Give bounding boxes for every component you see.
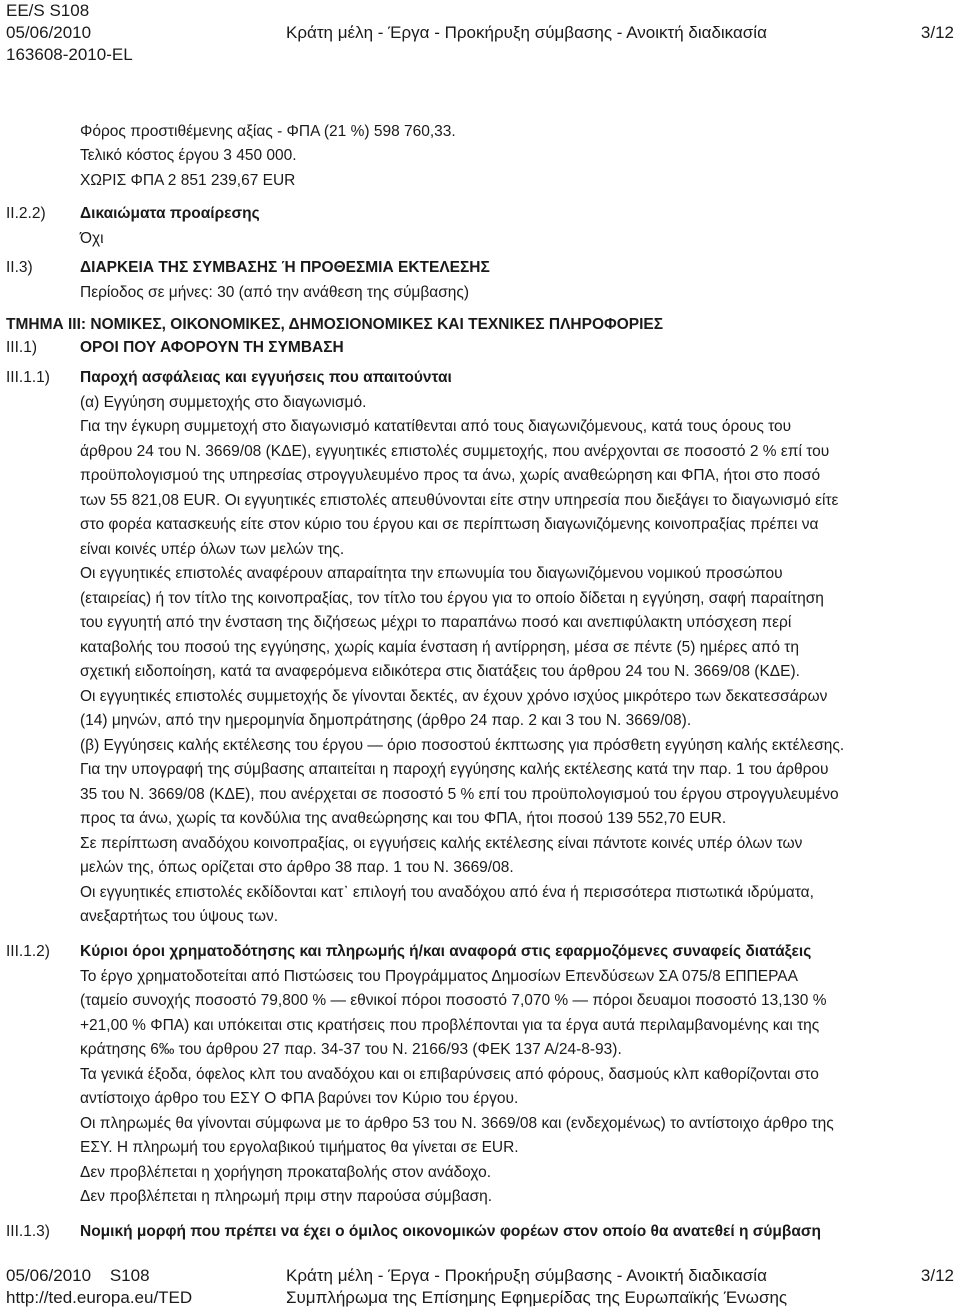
footer-title: Κράτη μέλη - Έργα - Προκήρυξη σύμβασης - Ανοικτή διαδικασία (286, 1266, 767, 1285)
section-value: Περίοδος σε μήνες: 30 (από την ανάθεση της σύμβασης) (80, 284, 470, 301)
paragraph-line: μελών της, όπως ορίζεται στο άρθρο 38 παρ. 1 του Ν. 3669/08. (80, 859, 514, 876)
header-date: 05/06/2010 (6, 23, 92, 42)
footer-page-number: 3/12 (920, 1266, 954, 1285)
paragraph-line: στο φορέα κατασκευής είτε στον κύριο του έργου και σε περίπτωση διαγωνιζόμενης κοινοπραξίας πρέπει να (80, 516, 819, 533)
paragraph-line: (β) Εγγύησεις καλής εκτέλεσης του έργου — όριο ποσοστού έκπτωσης για πρόσθετη εγγύηση καλής εκτέλεσης. (80, 737, 845, 754)
section-number: III.1.3) (6, 1223, 50, 1240)
footer-subtitle: Συμπλήρωμα της Επίσημης Εφημερίδας της Ευρωπαϊκής Ένωσης (286, 1288, 788, 1307)
paragraph-line: των 55 821,08 EUR. Οι εγγυητικές επιστολές απευθύνονται είτε στην υπηρεσία που διεξάγει το διαγωνισμό είτε (80, 492, 839, 509)
paragraph-line: προϋπολογισμού της υπηρεσίας στρογγυλευμένο προς τα άνω, χωρίς αναθεώρηση και ΦΠΑ, ήτοι στο ποσό (80, 467, 821, 484)
paragraph-line: Δεν προβλέπεται η χορήγηση προκαταβολής στον ανάδοχο. (80, 1164, 492, 1181)
paragraph-line: Οι πληρωμές θα γίνονται σύμφωνα με το άρθρο 53 του Ν. 3669/08 και (ενδεχομένως) το αντίστοιχο άρθρο της (80, 1115, 834, 1132)
paragraph-line: Δεν προβλέπεται η πληρωμή πριμ στην παρούσα σύμβαση. (80, 1188, 493, 1205)
paragraph-line: Για την υπογραφή της σύμβασης απαιτείται η παροχή εγγύησης καλής εκτέλεσης κατά την παρ. 1 του άρθρου (80, 761, 829, 778)
section-title: Νομική μορφή που πρέπει να έχει ο όμιλος οικονομικών φορέων στον οποίο θα ανατεθεί η σύμβαση (80, 1223, 821, 1240)
paragraph-line: ΕΣΥ. Η πληρωμή του εργολαβικού τιμήματος θα γίνεται σε EUR. (80, 1139, 519, 1156)
footer-url[interactable]: http://ted.europa.eu/TED (6, 1288, 193, 1307)
section-title: Κύριοι όροι χρηματοδότησης και πληρωμής ή/και αναφορά στις εφαρμοζόμενες συναφείς διατάξεις (80, 943, 812, 960)
paragraph-line: Οι εγγυητικές επιστολές αναφέρουν απαραίτητα την επωνυμία του διαγωνιζόμενου νομικού προσώπου (80, 565, 783, 582)
paragraph-line: Σε περίπτωση αναδόχου κοινοπραξίας, οι εγγυήσεις καλής εκτέλεσης είναι πάντοτε κοινές υπέρ όλων των (80, 835, 803, 852)
vat-line: Φόρος προστιθέμενης αξίας - ΦΠΑ (21 %) 598 760,33. (80, 123, 456, 140)
header-page-number: 3/12 (920, 23, 954, 42)
paragraph-line: σχετική ειδοποίηση, κατά τα αναφερόμενα ειδικότερα στις διατάξεις του άρθρου 24 του Ν. 3669/08 (ΚΔΕ). (80, 663, 800, 680)
paragraph-line: 35 του Ν. 3669/08 (ΚΔΕ), που ανέρχεται σε ποσοστό 5 % επί του προϋπολογισμού του έργου στρογγυλευμένο (80, 786, 839, 803)
paragraph-line: Το έργο χρηματοδοτείται από Πιστώσεις του Προγράμματος Δημοσίων Επενδύσεων ΣΑ 075/8 ΕΠΠΕΡΑΑ (80, 968, 798, 985)
header-series: EE/S S108 (6, 1, 90, 20)
paragraph-line: (εταιρείας) ή τον τίτλο της κοινοπραξίας, τον τίτλο του έργου για το οποίο δίδεται η εγγύηση, σαφή παραίτηση (80, 590, 824, 607)
footer-series: S108 (109, 1266, 150, 1285)
section-number: III.1) (6, 339, 38, 356)
section-title: Δικαιώματα προαίρεσης (80, 205, 260, 222)
section-number: III.1.1) (6, 369, 50, 386)
section-number: II.2.2) (6, 205, 46, 222)
paragraph-line: (ταμείο συνοχής ποσοστό 79,800 % — εθνικοί πόροι ποσοστό 7,070 % — πόροι δευαμοι ποσοστό 13,130 % (80, 992, 827, 1009)
page-header (6, 0, 954, 72)
section-title: ΔΙΑΡΚΕΙΑ ΤΗΣ ΣΥΜΒΑΣΗΣ Ή ΠΡΟΘΕΣΜΙΑ ΕΚΤΕΛΕΣΗΣ (80, 259, 490, 276)
section-number: II.3) (6, 259, 33, 276)
paragraph-line: αντίστοιχο άρθρο του ΕΣΥ Ο ΦΠΑ βαρύνει τον Κύριο του έργου. (80, 1090, 519, 1107)
paragraph-line: Τα γενικά έξοδα, όφελος κλπ του αναδόχου και οι επιβαρύνσεις από φόρους, δασμούς κλπ καθορίζονται στο (80, 1066, 819, 1083)
section-number: III.1.2) (6, 943, 50, 960)
paragraph-line: κράτησης 6‰ του άρθρου 27 παρ. 34-37 του Ν. 2166/93 (ΦΕΚ 137 Α/24-8-93). (80, 1041, 622, 1058)
footer-date (6, 1265, 150, 1287)
paragraph-line: ανεξαρτήτως του ύψους των. (80, 908, 278, 925)
no-vat-line: ΧΩΡΙΣ ΦΠΑ 2 851 239,67 EUR (80, 172, 296, 189)
footer-date-value: 05/06/2010 (6, 1266, 92, 1285)
paragraph-line: Οι εγγυητικές επιστολές εκδίδονται κατ᾽ επιλογή του αναδόχου από ένα ή περισσότερα πιστωτικά ιδρύματα, (80, 884, 814, 901)
paragraph-line: Οι εγγυητικές επιστολές συμμετοχής δε γίνονται δεκτές, αν έχουν χρόνο ισχύος μικρότερο των δεκατεσσάρων (80, 688, 828, 705)
final-cost-line: Τελικό κόστος έργου 3 450 000. (80, 147, 297, 164)
part-title: ΤΜΗΜΑ III: ΝΟΜΙΚΕΣ, ΟΙΚΟΝΟΜΙΚΕΣ, ΔΗΜΟΣΙΟΝΟΜΙΚΕΣ ΚΑΙ ΤΕΧΝΙΚΕΣ ΠΛΗΡΟΦΟΡΙΕΣ (6, 316, 664, 333)
paragraph-line: άρθρου 24 του Ν. 3669/08 (ΚΔΕ), εγγυητικές επιστολές συμμετοχής, που ανέρχονται σε ποσοστό 2 % επί του (80, 443, 830, 460)
paragraph-line: (α) Εγγύηση συμμετοχής στο διαγωνισμό. (80, 394, 367, 411)
paragraph-line: του εγγυητή από την ένσταση της διζήσεως μέχρι το παραπάνω ποσό και ανεπιφύλακτη υπόσχεση περί (80, 614, 792, 631)
paragraph-line: καταβολής του ποσού της εγγύησης, χωρίς καμία ένσταση ή αντίρρηση, μέσα σε πέντε (5) ημέρες από τη (80, 639, 799, 656)
header-title: Κράτη μέλη - Έργα - Προκήρυξη σύμβασης - Ανοικτή διαδικασία (286, 23, 767, 42)
page-footer (6, 1265, 954, 1311)
header-doc-id: 163608-2010-EL (6, 45, 133, 64)
paragraph-line: Για την έγκυρη συμμετοχή στο διαγωνισμό κατατίθενται από τους διαγωνιζόμενους, κατά τους όρους του (80, 418, 792, 435)
paragraph-line: προς τα άνω, χωρίς τα κονδύλια της αναθεώρησης και του ΦΠΑ, ήτοι ποσού 139 552,70 EUR. (80, 810, 727, 827)
paragraph-line: είναι κοινές υπέρ όλων των μελών της. (80, 541, 345, 558)
section-title: ΟΡΟΙ ΠΟΥ ΑΦΟΡΟΥΝ ΤΗ ΣΥΜΒΑΣΗ (80, 339, 344, 356)
section-value: Όχι (80, 230, 104, 247)
section-title: Παροχή ασφάλειας και εγγυήσεις που απαιτούνται (80, 369, 452, 386)
paragraph-line: (14) μηνών, από την ημερομηνία δημοπράτησης (άρθρο 24 παρ. 2 και 3 του Ν. 3669/08). (80, 712, 692, 729)
paragraph-line: +21,00 % ΦΠΑ) και υπόκειται στις κρατήσεις που προβλέπονται για τα έργα αυτά περιλαμβανομένης και της (80, 1017, 820, 1034)
